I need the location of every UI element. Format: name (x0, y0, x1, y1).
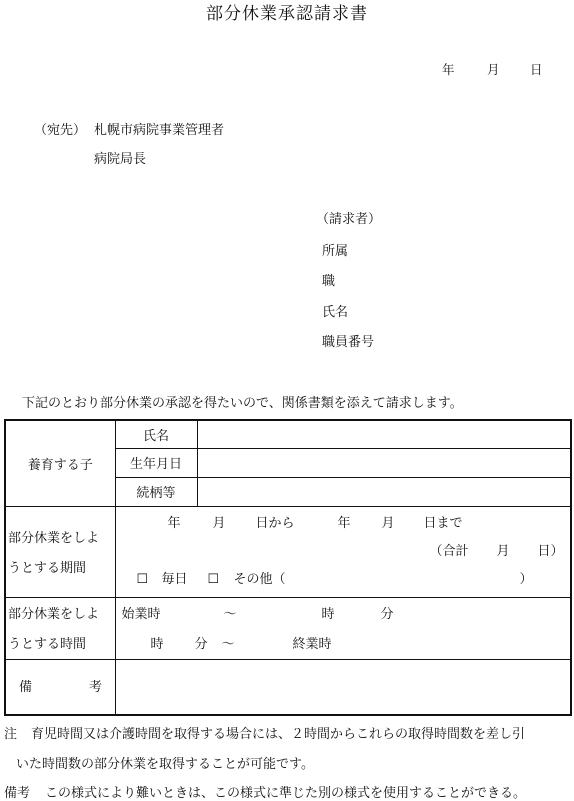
note-2-mark: 備考 (4, 786, 31, 801)
requester-field-employee-number: 職員番号 (322, 335, 375, 350)
date-day-label: 日 (530, 62, 543, 77)
child-relation-label-cell (115, 477, 197, 506)
addressee-prefix: （宛先） (34, 123, 87, 138)
period-label-line1: 部分休業をしよ (8, 530, 100, 546)
remarks-label-char1: 備 (19, 679, 33, 695)
child-birthdate-field[interactable] (197, 448, 571, 477)
child-name-label: 氏名 (142, 428, 169, 444)
note-1-line1: 育児時間又は介護時間を取得する場合には、２時間からこれらの取得時間数を差し引 (31, 727, 526, 742)
period-total-open: （合計 (429, 543, 469, 559)
period-to-month: 月 (381, 515, 395, 531)
period-label-cell (5, 506, 115, 597)
remarks-label-char2: 考 (89, 679, 103, 695)
time-field[interactable] (115, 597, 571, 659)
time-tilde-1: ～ (223, 606, 237, 622)
child-relation-field[interactable] (197, 477, 571, 506)
time-minute-1: 分 (380, 606, 394, 622)
period-from-year: 年 (167, 515, 181, 531)
other-label: その他（ (233, 571, 286, 587)
child-birthdate-label: 生年月日 (129, 457, 182, 472)
period-total-month: 月 (496, 543, 510, 559)
date-year-label: 年 (442, 62, 455, 77)
child-label: 養育する子 (27, 457, 93, 473)
time-label-cell (5, 597, 115, 659)
period-total-day: 日） (537, 543, 564, 559)
time-label-line2: うとする時間 (8, 636, 87, 652)
requester-field-affiliation: 所属 (322, 244, 349, 259)
date-month-label: 月 (487, 62, 500, 77)
remarks-field[interactable] (115, 659, 571, 715)
page-title: 部分休業承認請求書 (206, 4, 368, 24)
addressee-person: 病院局長 (94, 152, 147, 167)
other-close-paren: ） (519, 571, 533, 587)
period-field[interactable] (115, 506, 571, 597)
time-hour-1: 時 (321, 606, 335, 622)
child-birthdate-label-cell (115, 448, 197, 477)
time-end-label: 終業時 (292, 636, 332, 652)
child-relation-label: 続柄等 (136, 486, 176, 501)
time-minute-2: 分 (194, 636, 208, 652)
time-tilde-2: ～ (221, 636, 235, 652)
child-name-field[interactable] (197, 420, 571, 448)
other-checkbox[interactable]: ☐ (207, 571, 220, 587)
request-form-table (4, 419, 572, 716)
time-label-line1: 部分休業をしよ (8, 606, 100, 622)
intro-text: 下記のとおり部分休業の承認を得たいので、関係書類を添えて請求します。 (22, 396, 463, 411)
period-from-day: 日から (255, 515, 295, 531)
period-to-year: 年 (337, 515, 351, 531)
requester-field-name: 氏名 (322, 305, 349, 320)
note-2-text: この様式により難いときは、この様式に準じた別の様式を使用することができる。 (45, 786, 527, 801)
daily-checkbox[interactable]: ☐ (136, 571, 149, 587)
time-start-label: 始業時 (121, 606, 161, 622)
time-hour-2: 時 (150, 636, 164, 652)
daily-label: 毎日 (161, 571, 188, 587)
note-1-mark: 注 (4, 727, 18, 742)
remarks-label-cell (5, 659, 115, 715)
period-from-month: 月 (212, 515, 226, 531)
child-name-label-cell (115, 420, 197, 448)
period-label-line2: うとする期間 (8, 560, 87, 576)
requester-field-position: 職 (322, 274, 336, 289)
addressee-org: 札幌市病院事業管理者 (94, 123, 225, 138)
note-1-line2: いた時間数の部分休業を取得することが可能です。 (16, 757, 314, 772)
child-label-cell (5, 420, 115, 506)
period-to-day: 日まで (423, 515, 463, 531)
requester-header: （請求者） (316, 212, 382, 227)
